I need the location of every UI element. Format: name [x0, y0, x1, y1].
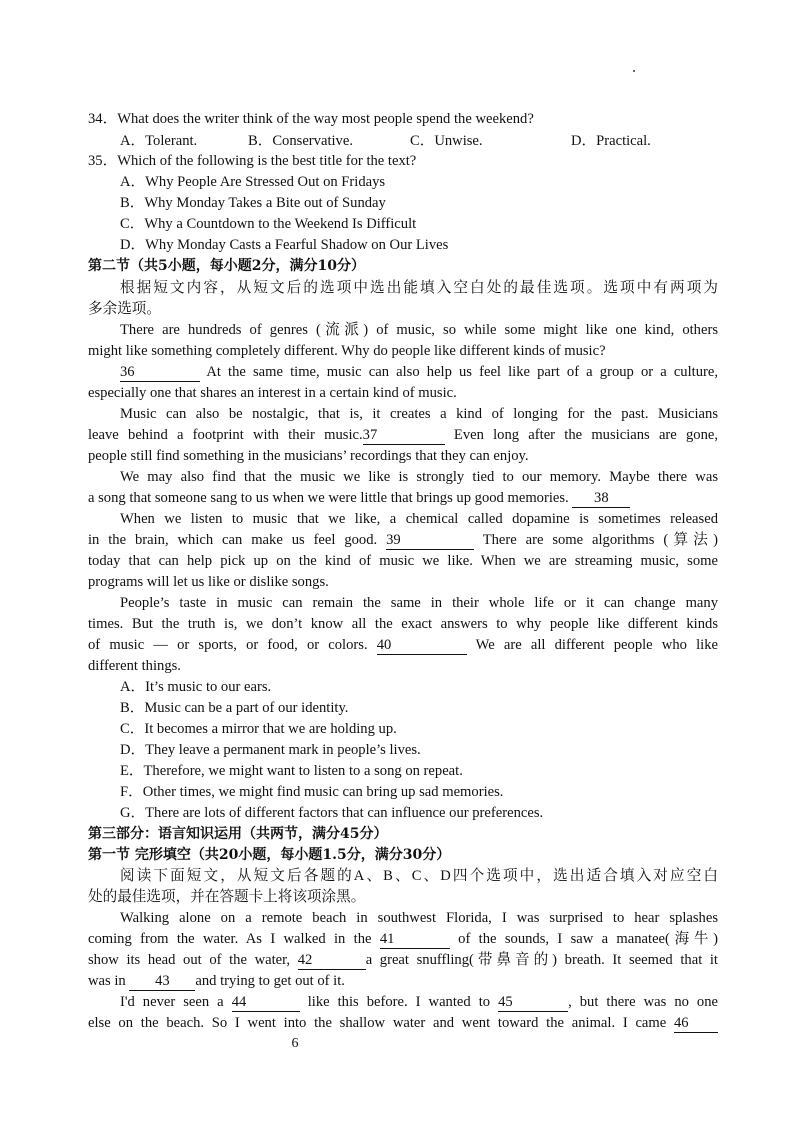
q34-option-b[interactable]: B．Conservative.: [248, 133, 353, 149]
cloze-line: [88, 1013, 718, 1034]
passage-line: people still find something in the musicians’ recordings that they can enjoy.: [88, 448, 529, 464]
cloze-text: show its head out of the water,: [88, 952, 298, 968]
passage-line: [88, 425, 718, 446]
cloze-line: [88, 950, 718, 971]
passage-line: today that can help pick up on the kind of music we like. When we are streaming music, some: [88, 553, 718, 569]
passage-line: especially one that shares an interest in a certain kind of music.: [88, 385, 457, 401]
choice-option-g[interactable]: G．There are lots of different factors that can influence our preferences.: [120, 805, 544, 821]
cloze-line: Walking alone on a remote beach in southwest Florida, I was surprised to hear splashes: [120, 910, 718, 926]
blank-44[interactable]: 44: [232, 994, 300, 1012]
q34-option-d[interactable]: D．Practical.: [571, 133, 651, 149]
passage-text: of music — or sports, or food, or colors.: [88, 637, 377, 653]
blank-38[interactable]: 38: [572, 490, 630, 508]
passage-line: [88, 488, 718, 509]
passage-line: [88, 362, 718, 383]
q35-option-d[interactable]: D．Why Monday Casts a Fearful Shadow on Our Lives: [120, 237, 449, 253]
section2-heading: 第二节（共5小题，每小题2分，满分10分）: [88, 258, 365, 274]
q34-option-a[interactable]: A．Tolerant.: [120, 133, 198, 149]
section2-instruction-cont: 多余选项。: [88, 301, 161, 317]
cloze-line: [88, 971, 718, 992]
q34-options: [120, 131, 750, 152]
cloze-text: else on the beach. So I went into the shallow water and went toward the animal. I came: [88, 1015, 674, 1031]
passage-text: Even long after the musicians are gone,: [444, 427, 719, 443]
cloze-text: and trying to get out of it.: [195, 973, 345, 989]
q35-option-b[interactable]: B．Why Monday Takes a Bite out of Sunday: [120, 195, 386, 211]
passage-text: in the brain, which can make us feel good.: [88, 532, 387, 548]
blank-45[interactable]: 45: [498, 994, 568, 1012]
q35-option-a[interactable]: A．Why People Are Stressed Out on Fridays: [120, 174, 386, 190]
cloze-text: coming from the water. As I walked in the: [88, 931, 380, 947]
passage-line: [88, 530, 718, 551]
blank-46[interactable]: 46: [674, 1015, 718, 1033]
passage-line: different things.: [88, 658, 181, 674]
cloze-text: like this before. I wanted to: [299, 994, 499, 1010]
q35-option-c[interactable]: C．Why a Countdown to the Weekend Is Difficult: [120, 216, 417, 232]
passage-line: People’s taste in music can remain the same in their whole life or it can change many: [120, 595, 718, 611]
passage-line: When we listen to music that we like, a chemical called dopamine is sometimes released: [120, 511, 718, 527]
part3-heading: 第三部分：语言知识运用（共两节，满分45分）: [88, 826, 388, 842]
blank-39[interactable]: 39: [386, 532, 474, 550]
blank-37[interactable]: 37: [363, 427, 445, 445]
passage-text: We are all different people who like: [466, 637, 718, 653]
blank-41[interactable]: 41: [380, 931, 450, 949]
choice-option-c[interactable]: C．It becomes a mirror that we are holding up.: [120, 721, 397, 737]
q34-stem: 34．What does the writer think of the way most people spend the weekend?: [88, 111, 534, 127]
section2-instruction: 根据短文内容，从短文后的选项中选出能填入空白处的最佳选项。选项中有两项为: [120, 280, 718, 296]
cloze-line: [88, 992, 718, 1013]
cloze-text: was in: [88, 973, 130, 989]
blank-43[interactable]: 43: [129, 973, 195, 991]
cloze-text: , but there was no one: [568, 994, 718, 1010]
blank-40[interactable]: 40: [377, 637, 467, 655]
passage-line: Music can also be nostalgic, that is, it creates a kind of longing for the past. Musicians: [120, 406, 718, 422]
passage-text: a song that someone sang to us when we were little that brings up good memories.: [88, 490, 573, 506]
passage-line: times. But the truth is, we don’t know all the exact answers to why people like different kinds: [88, 616, 718, 632]
passage-line: might like something completely different. Why do people like different kinds of music?: [88, 343, 606, 359]
choice-option-a[interactable]: A．It’s music to our ears.: [120, 679, 272, 695]
part3-instruction: 阅读下面短文，从短文后各题的A、B、C、D四个选项中，选出适合填入对应空白: [120, 868, 718, 884]
blank-42[interactable]: 42: [298, 952, 366, 970]
passage-line: programs will let us like or dislike songs.: [88, 574, 329, 590]
blank-36[interactable]: 36: [120, 364, 200, 382]
passage-text: leave behind a footprint with their music.: [88, 427, 363, 443]
part3-instruction-cont: 处的最佳选项，并在答题卡上将该项涂黑。: [88, 889, 366, 905]
passage-line: [88, 635, 718, 656]
cloze-line: [88, 929, 718, 950]
cloze-text: I'd never seen a: [120, 994, 232, 1010]
q34-option-c[interactable]: C．Unwise.: [410, 133, 483, 149]
cloze-text: of the sounds, I saw a manatee(海牛): [449, 931, 718, 947]
choice-option-b[interactable]: B．Music can be a part of our identity.: [120, 700, 349, 716]
choice-option-d[interactable]: D．They leave a permanent mark in people’s lives.: [120, 742, 421, 758]
cloze-text: a great snuffling(带鼻音的) breath. It seemed that it: [365, 952, 718, 968]
choice-option-e[interactable]: E．Therefore, we might want to listen to a song on repeat.: [120, 763, 463, 779]
q35-stem: 35．Which of the following is the best title for the text?: [88, 153, 417, 169]
passage-text: There are some algorithms (算法): [474, 532, 718, 548]
passage-line: There are hundreds of genres (流派) of music, so while some might like one kind, others: [120, 322, 718, 338]
passage-text: At the same time, music can also help us feel like part of a group or a culture,: [200, 364, 718, 380]
passage-line: We may also find that the music we like is strongly tied to our memory. Maybe there was: [120, 469, 718, 485]
scan-dot: [633, 70, 635, 72]
choice-option-f[interactable]: F．Other times, we might find music can bring up sad memories.: [120, 784, 504, 800]
part3-subheading: 第一节 完形填空（共20小题，每小题1.5分，满分30分）: [88, 847, 451, 863]
page-number: 6: [291, 1036, 299, 1051]
